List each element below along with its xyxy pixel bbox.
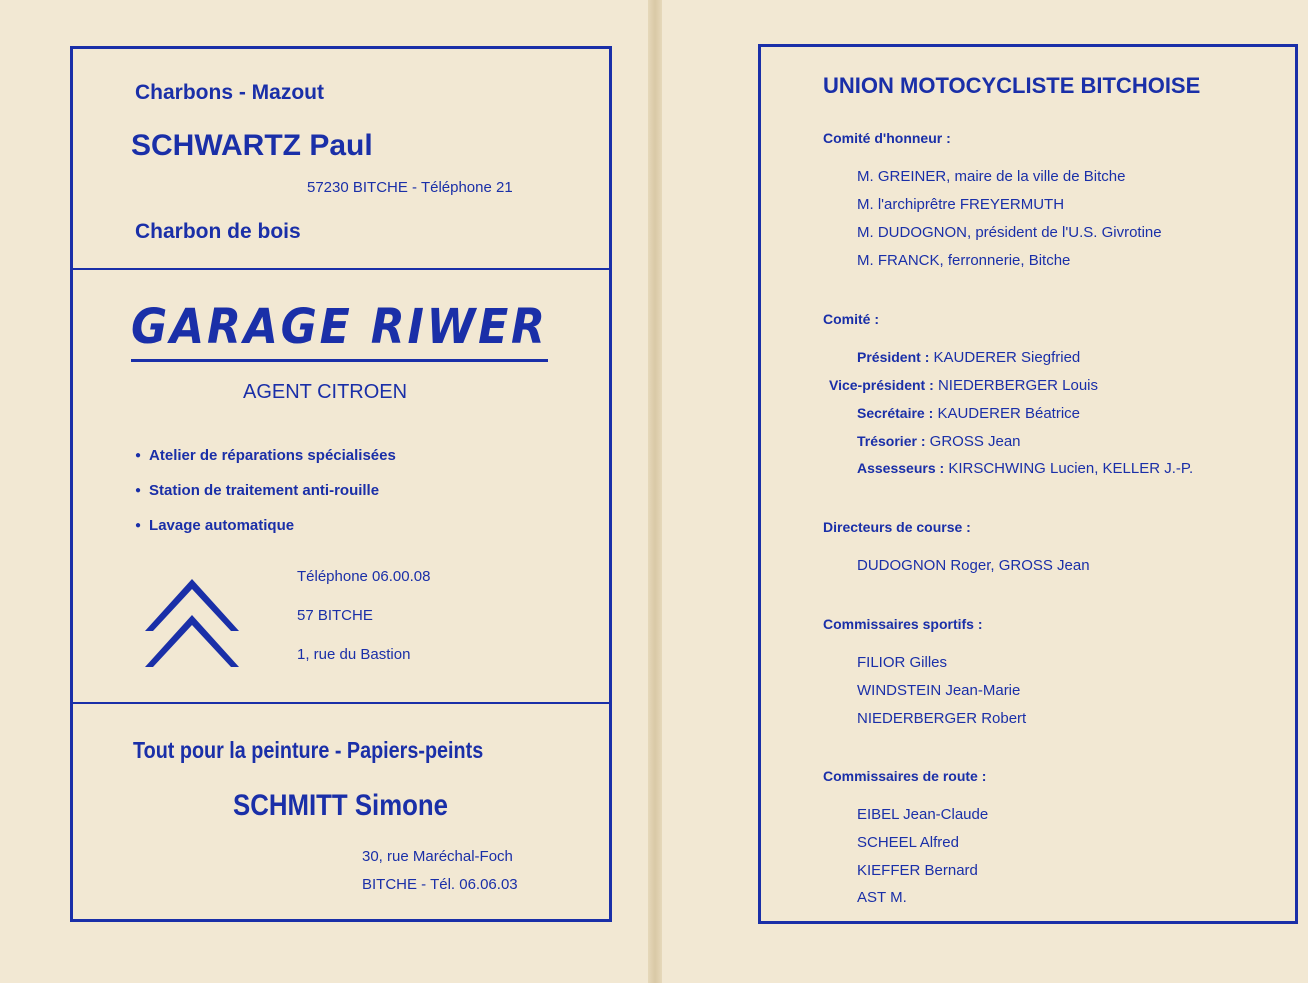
service-item: ● Lavage automatique	[135, 517, 294, 534]
garage-street: 1, rue du Bastion	[297, 646, 411, 663]
comite-role-row	[857, 460, 1193, 477]
honneur-member: M. FRANCK, ferronnerie, Bitche	[857, 252, 1071, 269]
comite-role-row	[857, 349, 1080, 366]
role-label: Président :	[857, 349, 930, 365]
club-title: UNION MOTOCYCLISTE BITCHOISE	[823, 73, 1201, 98]
role-label: Vice-président :	[829, 377, 934, 393]
route-member: AST M.	[857, 889, 907, 906]
garage-town: 57 BITCHE	[297, 607, 373, 624]
garage-brand: GARAGE RIWER	[131, 299, 548, 355]
ad-coal-name: SCHWARTZ Paul	[131, 129, 373, 162]
service-item: ● Station de traitement anti-rouille	[135, 482, 379, 499]
route-member: SCHEEL Alfred	[857, 834, 959, 851]
service-item: ● Atelier de réparations spécialisées	[135, 447, 396, 464]
paint-street: 30, rue Maréchal-Foch	[362, 848, 513, 865]
comite-role-row	[829, 377, 1098, 394]
advertisement-frame	[70, 46, 612, 922]
sportif-member: NIEDERBERGER Robert	[857, 710, 1027, 727]
role-label: Trésorier :	[857, 433, 926, 449]
brand-underline	[131, 359, 548, 362]
ad-divider	[73, 268, 609, 270]
ad-coal-line: Charbons - Mazout	[135, 81, 324, 104]
role-name: NIEDERBERGER Louis	[937, 377, 1099, 394]
book-gutter	[648, 0, 662, 983]
comite-heading: Comité :	[823, 311, 879, 327]
sportif-member: FILIOR Gilles	[857, 654, 948, 671]
paint-shop-name: SCHMITT Simone	[233, 789, 449, 822]
honneur-member: M. GREINER, maire de la ville de Bitche	[857, 168, 1126, 185]
ad-coal-wood: Charbon de bois	[135, 220, 301, 243]
sportif-member: WINDSTEIN Jean-Marie	[857, 682, 1021, 699]
honneur-member: M. DUDOGNON, président de l'U.S. Givrotine	[857, 224, 1162, 241]
honneur-heading: Comité d'honneur :	[823, 130, 951, 146]
honneur-member: M. l'archiprêtre FREYERMUTH	[857, 196, 1065, 213]
paint-tagline: Tout pour la peinture - Papiers-peints	[133, 737, 484, 763]
garage-agent: AGENT CITROEN	[243, 381, 408, 403]
route-member: KIEFFER Bernard	[857, 862, 978, 879]
paint-phone: BITCHE - Tél. 06.06.03	[362, 876, 518, 893]
garage-phone: Téléphone 06.00.08	[297, 568, 431, 585]
comite-role-row	[857, 433, 1021, 450]
directeurs-heading: Directeurs de course :	[823, 519, 971, 535]
citroen-chevrons-icon	[143, 573, 241, 671]
role-name: KAUDERER Siegfried	[933, 349, 1081, 366]
role-name: KAUDERER Béatrice	[937, 405, 1080, 422]
ad-divider	[73, 702, 609, 704]
directeur-member: DUDOGNON Roger, GROSS Jean	[857, 557, 1090, 574]
comite-role-row	[857, 405, 1080, 422]
role-name: KIRSCHWING Lucien, KELLER J.-P.	[948, 460, 1194, 477]
ad-coal-address: 57230 BITCHE - Téléphone 21	[307, 179, 513, 196]
club-frame	[758, 44, 1298, 924]
sportifs-heading: Commissaires sportifs :	[823, 616, 983, 632]
role-label: Assesseurs :	[857, 460, 945, 476]
role-name: GROSS Jean	[929, 433, 1021, 450]
role-label: Secrétaire :	[857, 405, 934, 421]
route-heading: Commissaires de route :	[823, 768, 987, 784]
route-member: EIBEL Jean-Claude	[857, 806, 989, 823]
